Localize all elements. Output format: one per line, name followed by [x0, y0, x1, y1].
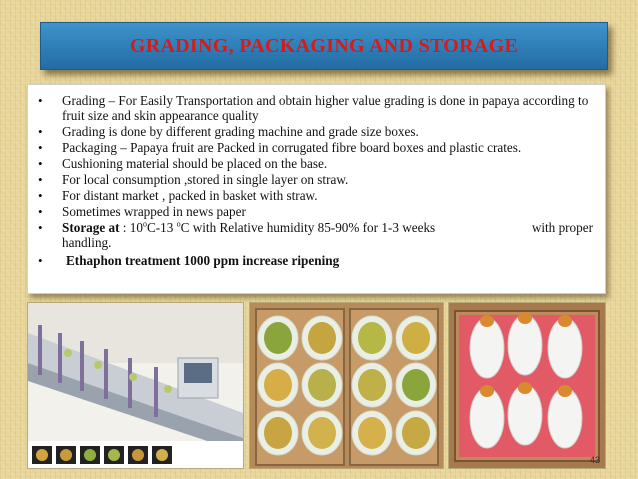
foam-net-papaya-image: [449, 303, 605, 468]
bullet-item: [36, 124, 597, 139]
storage-continuation: handling.: [62, 235, 112, 250]
ethaphon-bullet: [36, 253, 597, 268]
page-number: 43: [589, 455, 600, 465]
bullet-glyph: •: [38, 124, 43, 139]
bullet-text: Cushioning material should be placed on the base.: [62, 156, 328, 171]
bullet-glyph: •: [38, 188, 43, 203]
bullet-text: Packaging – Papaya fruit are Packed in corrugated fibre board boxes and plastic crates.: [62, 140, 522, 155]
bullet-item: [36, 156, 597, 171]
bullet-item: [36, 188, 597, 203]
storage-bullet: [36, 220, 597, 250]
papaya-box-photo: [249, 302, 444, 469]
content-box: [27, 84, 606, 294]
degree-sup-2: o: [176, 219, 181, 229]
storage-line: [62, 220, 597, 235]
bullet-item: [36, 172, 597, 187]
bullet-glyph: •: [38, 156, 43, 171]
bullet-text: For distant market , packed in basket with straw.: [62, 188, 318, 203]
storage-t3: C with Relative humidity 85-90% for 1-3 weeks: [180, 220, 436, 235]
grading-machine-photo: [27, 302, 244, 469]
bullet-text: Grading – For Easily Transportation and obtain higher value grading is done in papaya according to fruit size and skin appearance quality: [62, 93, 589, 123]
storage-t1: : 10: [119, 220, 143, 235]
bullet-text: Grading is done by different grading machine and grade size boxes.: [62, 124, 419, 139]
photo-strip: [27, 302, 604, 467]
storage-text: [62, 220, 435, 235]
bullet-item: [36, 204, 597, 219]
title-banner: [40, 22, 608, 70]
bullet-glyph: •: [38, 93, 43, 108]
bullet-glyph: •: [38, 253, 43, 268]
bullet-list: [28, 85, 605, 268]
storage-right-text: with proper: [531, 220, 593, 235]
slide-title: GRADING, PACKAGING AND STORAGE: [129, 34, 519, 57]
bullet-item: [36, 140, 597, 155]
bullet-text: Sometimes wrapped in news paper: [62, 204, 246, 219]
storage-t2: C-13: [146, 220, 177, 235]
bullet-item: [36, 93, 597, 123]
ethaphon-text: Ethaphon treatment 1000 ppm increase ripening: [66, 253, 340, 268]
bullet-glyph: •: [38, 204, 43, 219]
foam-net-papaya-photo: [448, 302, 606, 469]
bullet-glyph: •: [38, 140, 43, 155]
storage-label: Storage at: [62, 220, 120, 235]
papaya-box-image: [250, 303, 443, 468]
bullet-glyph: •: [38, 172, 43, 187]
bullet-text: For local consumption ,stored in single layer on straw.: [62, 172, 349, 187]
degree-sup-1: o: [142, 219, 147, 229]
bullet-glyph: •: [38, 220, 43, 235]
grading-machine-image: [28, 303, 243, 468]
